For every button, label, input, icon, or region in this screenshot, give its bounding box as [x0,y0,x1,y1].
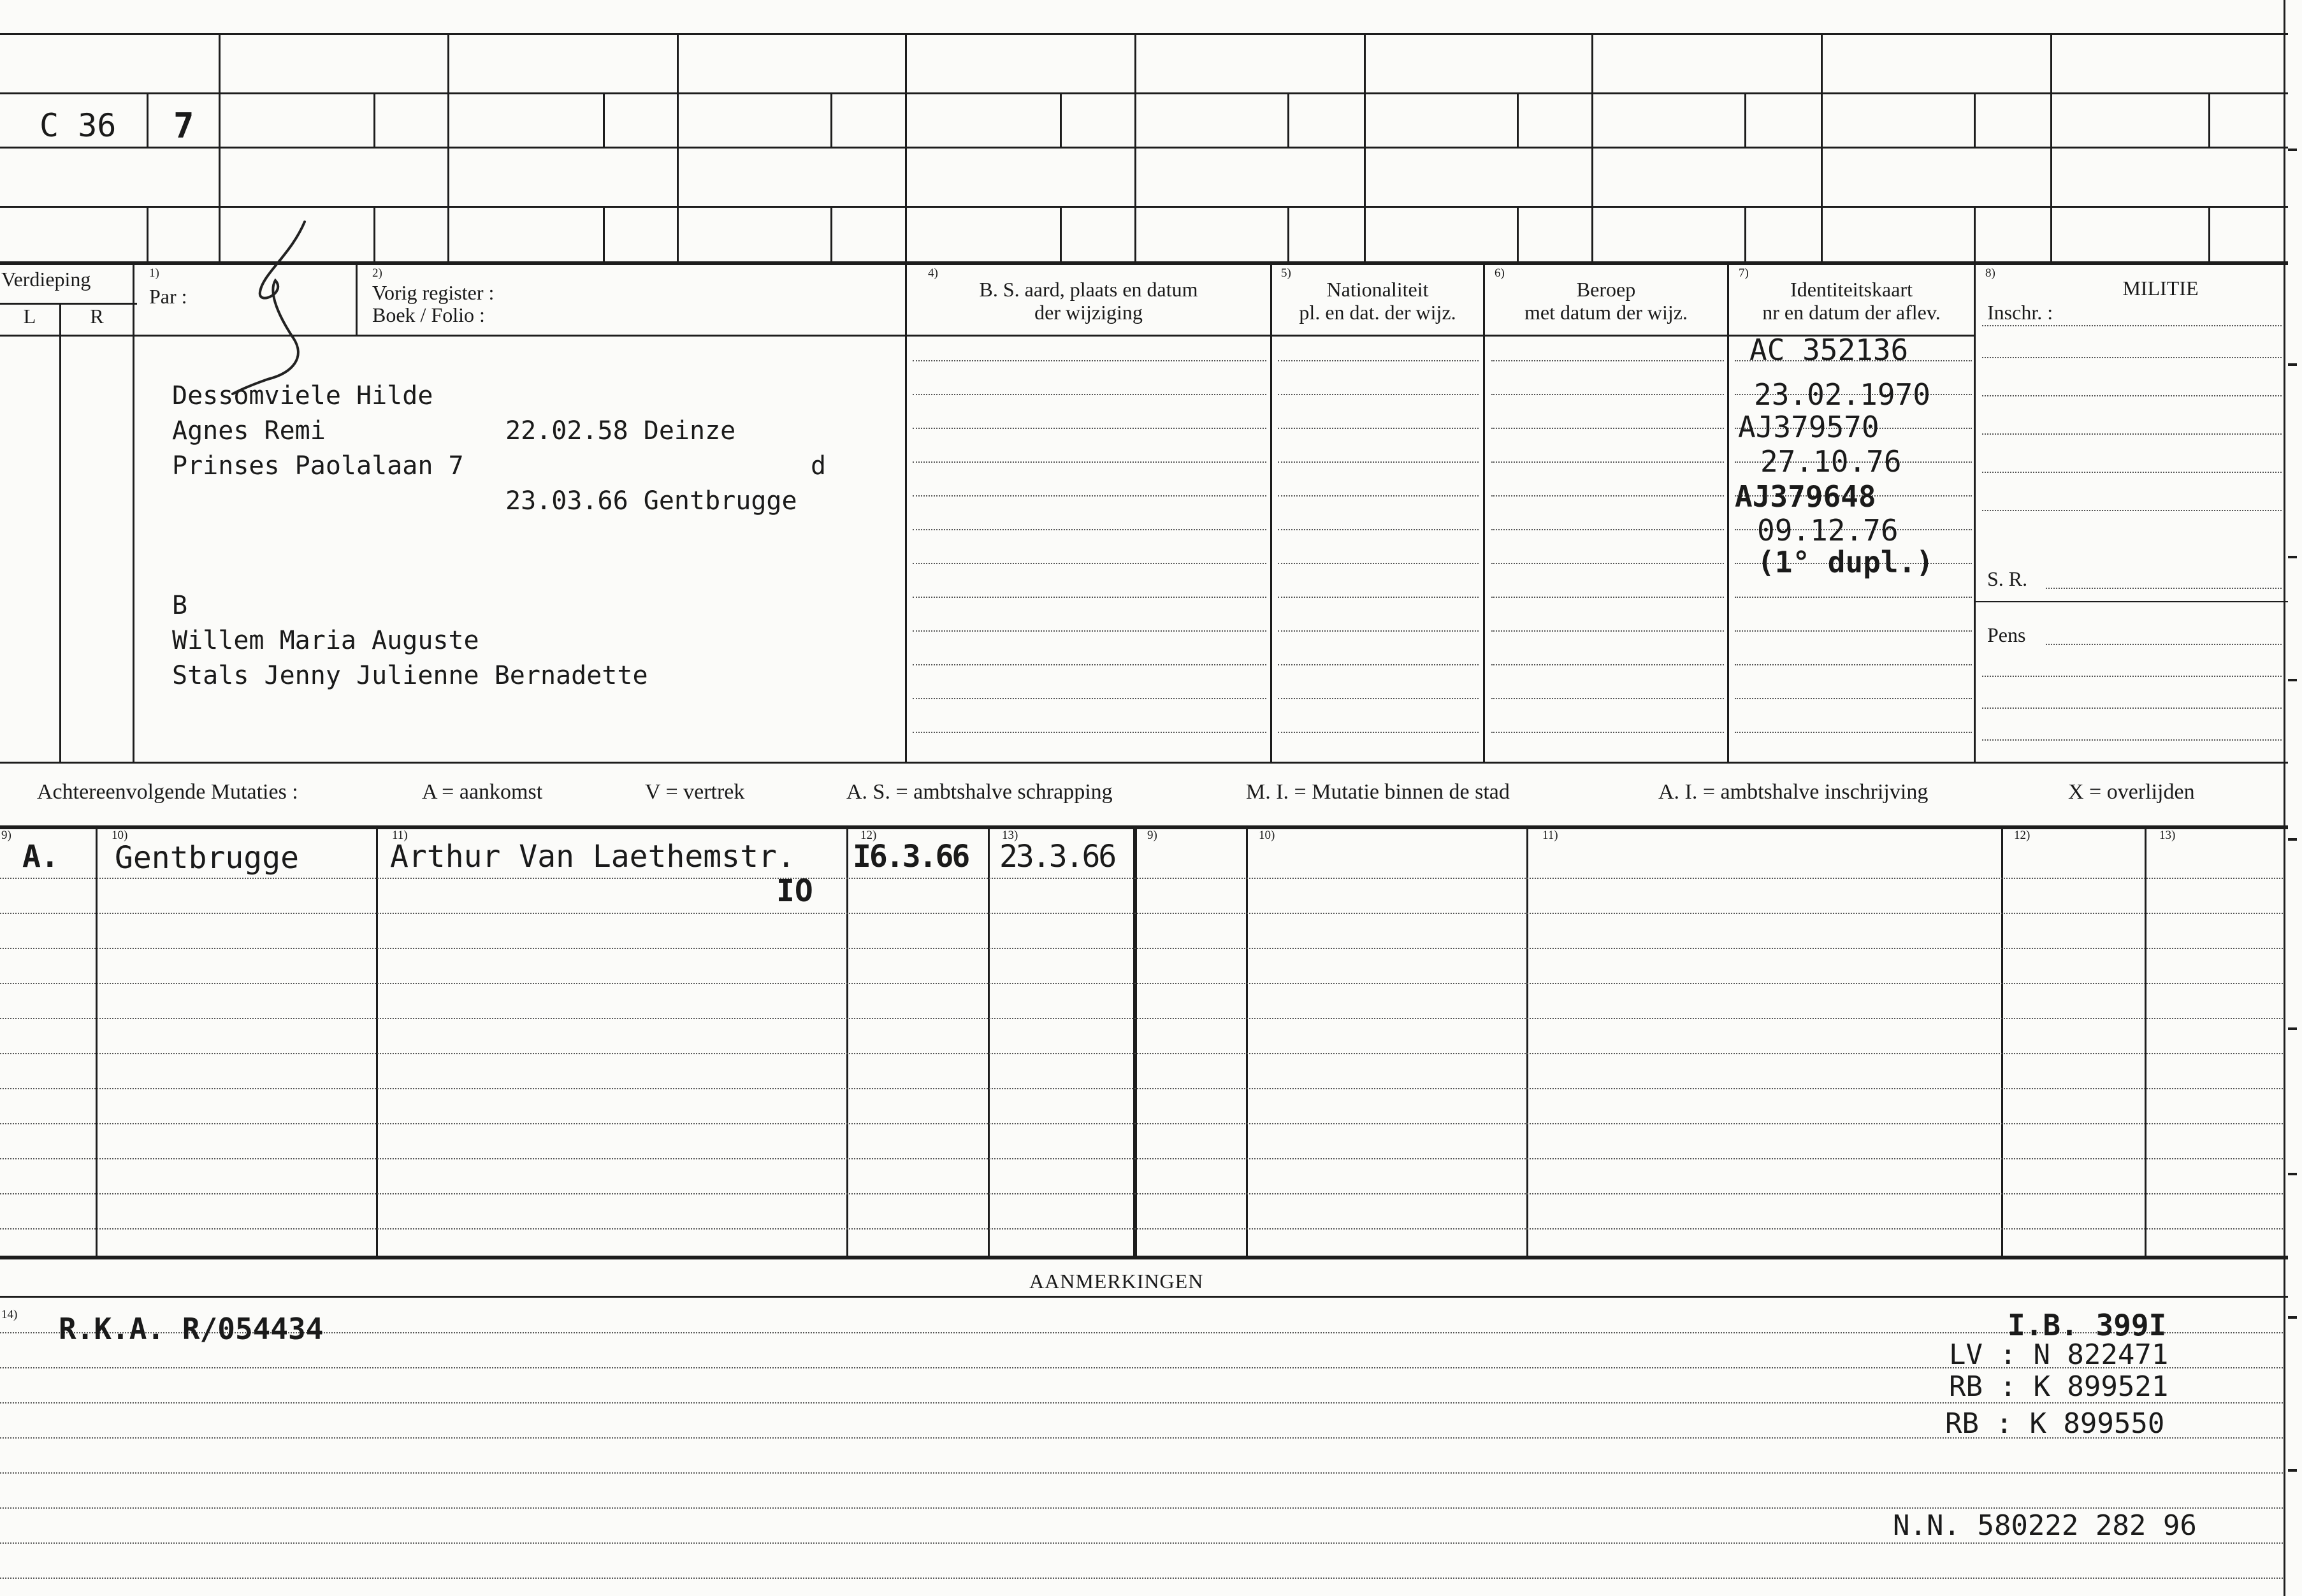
person-address: Prinses Paolalaan 7 [172,451,464,481]
legend-v: V = vertrek [645,780,745,804]
col-12b-label: 12) [2014,829,2031,842]
remarks-ib: I.B. 399I [2008,1308,2167,1342]
pens-label: Pens [1987,623,2026,646]
ruled-line [913,428,1266,429]
code-label: C 36 [40,107,117,144]
ruled-line [0,1578,2283,1579]
ruled-line [1735,698,1972,699]
ruled-line [913,394,1266,395]
beroep-header-line2: met datum der wijz. [1524,301,1688,324]
beroep-number: 6) [1495,266,1505,280]
beroep-header-line1: Beroep [1576,278,1636,301]
ruled-line [1278,428,1479,429]
col-13b-label: 13) [2159,829,2176,842]
remarks-title: AANMERKINGEN [1029,1270,1204,1293]
person-mother: Stals Jenny Julienne Bernadette [172,661,648,690]
ruled-line [0,983,2283,984]
col-10b-label: 10) [1259,829,1275,842]
bs-header-line2: der wijziging [1034,301,1143,324]
person-name: Dessomviele Hilde [172,381,433,410]
ruled-line [913,461,1266,463]
mutation-date-registration: 23.3.66 [999,839,1115,874]
ruled-line [0,1123,2283,1124]
legend-title: Achtereenvolgende Mutaties : [37,780,298,804]
ruled-line [0,1507,2283,1509]
nat-header-line2: pl. en dat. der wijz. [1299,301,1456,324]
ruled-line [0,1402,2283,1404]
legend-ai: A. I. = ambtshalve inschrijving [1658,780,1929,804]
ruled-line [1491,428,1724,429]
person-b: B [172,591,188,620]
col-9b-label: 9) [1147,829,1157,842]
vorig-register-label: Vorig register : [372,281,495,304]
ruled-line [1491,664,1724,665]
ruled-line [1491,630,1724,632]
vorig-number: 2) [372,266,382,280]
ruled-line [1735,664,1972,665]
ruled-line [0,1158,2283,1159]
mutation-street: Arthur Van Laethemstr. [390,839,795,874]
col-12-label: 12) [860,829,877,842]
col-l-label: L [23,305,36,328]
id-card-3: AJ379570 [1738,410,1879,444]
id-card-5: AJ379648 [1735,479,1876,514]
col-11-label: 11) [392,829,408,842]
par-label: Par : [149,285,187,308]
remarks-rb-1: RB : K 899521 [1949,1370,2169,1403]
boek-folio-label: Boek / Folio : [372,303,485,326]
ruled-line [0,1542,2283,1544]
militie-label: MILITIE [2122,277,2199,300]
remarks-lv: LV : N 822471 [1949,1338,2169,1371]
ruled-line [1278,529,1479,530]
person-registration: 23.03.66 Gentbrugge [505,486,797,516]
remarks-number: 14) [1,1308,18,1321]
ruled-line [1735,630,1972,632]
ruled-line [1278,461,1479,463]
ruled-line [913,732,1266,733]
ruled-line [0,878,2283,879]
ruled-line [1278,394,1479,395]
ruled-line [1278,597,1479,598]
ruled-line [0,1228,2283,1230]
id-header-line2: nr en datum der aflev. [1762,301,1941,324]
nat-header-line1: Nationaliteit [1326,278,1429,301]
ruled-line [1491,597,1724,598]
number-label: 7 [173,106,194,146]
id-card-4: 27.10.76 [1760,444,1902,479]
person-father: Willem Maria Auguste [172,626,479,655]
ruled-line [1278,664,1479,665]
bs-header-line1: B. S. aard, plaats en datum [979,278,1198,301]
ruled-line [1491,461,1724,463]
ruled-line [0,1018,2283,1019]
col-13-label: 13) [1002,829,1018,842]
inschr-label: Inschr. : [1987,301,2053,324]
ruled-line [1278,563,1479,564]
remarks-rb-2: RB : K 899550 [1945,1407,2165,1440]
ruled-line [913,529,1266,530]
ruled-line [0,1437,2283,1439]
ruled-line [1278,630,1479,632]
ruled-line [0,948,2283,949]
col-r-label: R [90,305,104,328]
ruled-line [1278,732,1479,733]
id-card-7: (1° dupl.) [1757,545,1934,579]
mutation-house-number: IO [776,873,813,909]
mutation-type: A. [22,839,59,874]
remarks-rka: R.K.A. R/054434 [59,1312,324,1346]
ruled-line [1491,698,1724,699]
ruled-line [0,1367,2283,1368]
ruled-line [1491,394,1724,395]
id-number: 7) [1739,266,1749,280]
ruled-line [1491,360,1724,361]
ruled-line [913,597,1266,598]
ruled-line [913,495,1266,497]
legend-x: X = overlijden [2068,780,2195,804]
legend-mi: M. I. = Mutatie binnen de stad [1246,780,1510,804]
handwritten-mark [229,217,331,395]
ruled-line [913,664,1266,665]
ruled-line [913,360,1266,361]
id-header-line1: Identiteitskaart [1790,278,1913,301]
ruled-line [1278,495,1479,497]
ruled-line [0,1088,2283,1089]
ruled-line [1491,732,1724,733]
mutation-place: Gentbrugge [115,840,299,876]
ruled-line [1491,563,1724,564]
legend-a: A = aankomst [422,780,543,804]
col-11b-label: 11) [1542,829,1558,842]
ruled-line [0,1332,2283,1333]
col-10-label: 10) [112,829,128,842]
ruled-line [0,1472,2283,1474]
ruled-line [913,563,1266,564]
person-given-names: Agnes Remi [172,416,326,446]
ruled-line [1491,529,1724,530]
sr-label: S. R. [1987,567,2028,590]
ruled-line [913,698,1266,699]
col-9-label: 9) [1,829,11,842]
ruled-line [1278,698,1479,699]
par-number: 1) [149,266,159,280]
person-birth: 22.02.58 Deinze [505,416,736,446]
id-card-2: 23.02.1970 [1754,377,1930,412]
ruled-line [1735,732,1972,733]
legend-as: A. S. = ambtshalve schrapping [846,780,1113,804]
remarks-national-number: N.N. 580222 282 96 [1893,1509,2197,1542]
verdieping-label: Verdieping [1,268,91,291]
id-card-1: AC 352136 [1749,333,1909,367]
ruled-line [1278,360,1479,361]
ruled-line [0,1053,2283,1054]
ruled-line [0,1193,2283,1194]
ruled-line [1491,495,1724,497]
person-d: d [811,451,827,481]
militie-number: 8) [1985,266,1995,280]
ruled-line [1735,597,1972,598]
id-card-6: 09.12.76 [1757,513,1899,548]
ruled-line [0,913,2283,914]
ruled-line [913,630,1266,632]
mutation-date-arrival: I6.3.66 [853,839,969,874]
nat-number: 5) [1281,266,1291,280]
bs-number: 4) [928,266,938,280]
